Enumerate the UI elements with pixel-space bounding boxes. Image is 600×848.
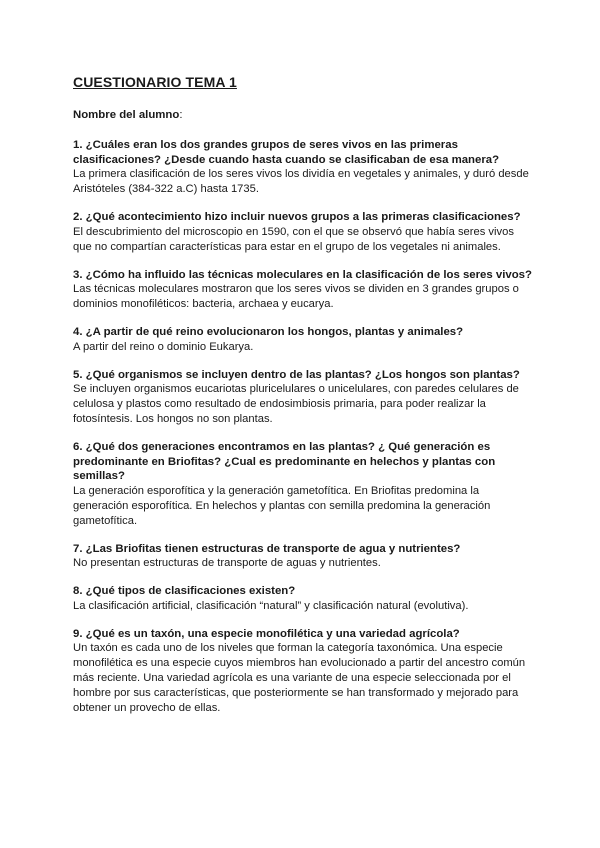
answer-7: No presentan estructuras de transporte de aguas y nutrientes. [73, 557, 381, 569]
answer-8: La clasificación artificial, clasificación “natural” y clasificación natural (evolutiva). [73, 599, 469, 612]
question-block-5 [73, 368, 533, 428]
question-4: 4. ¿A partir de qué reino evolucionaron los hongos, plantas y animales? [73, 326, 464, 338]
answer-2: El descubrimiento del microscopio en 1590, con el que se observó que había seres vivos que no compartían características para estar en el grupo de los vegetales ni animales. [73, 225, 514, 253]
answer-3: Las técnicas moleculares mostraron que los seres vivos se dividen en 3 grandes grupos o dominios monofiléticos: bacteria, archaea y eucarya. [73, 283, 519, 310]
question-block-8 [73, 584, 533, 614]
answer-6: La generación esporofítica y la generación gametofítica. En Briofitas predomina la generación esporofítica. En helechos y plantas con semilla predomina la generación gametofítica. [73, 484, 491, 527]
question-block-6 [73, 440, 533, 529]
question-7: 7. ¿Las Briofitas tienen estructuras de transporte de agua y nutrientes? [73, 542, 461, 555]
student-name-line [73, 108, 533, 122]
answer-4: A partir del reino o dominio Eukarya. [73, 340, 254, 353]
question-block-1 [73, 138, 533, 197]
question-block-3 [73, 268, 533, 313]
question-block-9 [73, 627, 533, 717]
answer-5: Se incluyen organismos eucariotas pluricelulares o unicelulares, con paredes celulares de celulosa y plastos como resultado de endosimbiosis primaria, para poder realizar la fotosíntesis. Los hongos no son plantas. [73, 383, 519, 425]
student-name-label: Nombre del alumno [73, 109, 180, 121]
question-block-4 [73, 325, 533, 355]
question-8: 8. ¿Qué tipos de clasificaciones existen? [73, 585, 296, 597]
question-block-2 [73, 210, 533, 255]
answer-9: Un taxón es cada uno de los niveles que forman la categoría taxonómica. Una especie monofilética es una especie cuyos miembros han evolucionado a partir del ancestro común más reciente. Una variedad agrícola es una variante de una especie seleccionada por el hombre por sus características, que posteriormente se han transformado y mejorado para obtener un provecho de ellas. [73, 642, 526, 714]
question-block-7 [73, 542, 533, 572]
document-title: CUESTIONARIO TEMA 1 [73, 74, 237, 90]
question-5: 5. ¿Qué organismos se incluyen dentro de las plantas? ¿Los hongos son plantas? [73, 368, 520, 381]
answer-1: La primera clasificación de los seres vivos los dividía en vegetales y animales, y duró desde Aristóteles (384-322 a.C) hasta 1735. [73, 168, 529, 195]
student-name-colon: : [179, 109, 183, 121]
question-1: 1. ¿Cuáles eran los dos grandes grupos de seres vivos en las primeras clasificaciones? ¿Desde cuando hasta cuando se clasificaban de esa manera? [73, 139, 500, 166]
question-3: 3. ¿Cómo ha influido las técnicas moleculares en la clasificación de los seres vivos? [73, 268, 532, 281]
question-2: 2. ¿Qué acontecimiento hizo incluir nuevos grupos a las primeras clasificaciones? [73, 211, 521, 223]
document-page [73, 74, 533, 729]
question-9: 9. ¿Qué es un taxón, una especie monofilética y una variedad agrícola? [73, 627, 460, 640]
question-6: 6. ¿Qué dos generaciones encontramos en las plantas? ¿ Qué generación es predominante en Briofitas? ¿Cual es predominante en helechos y plantas con semillas? [73, 441, 496, 482]
